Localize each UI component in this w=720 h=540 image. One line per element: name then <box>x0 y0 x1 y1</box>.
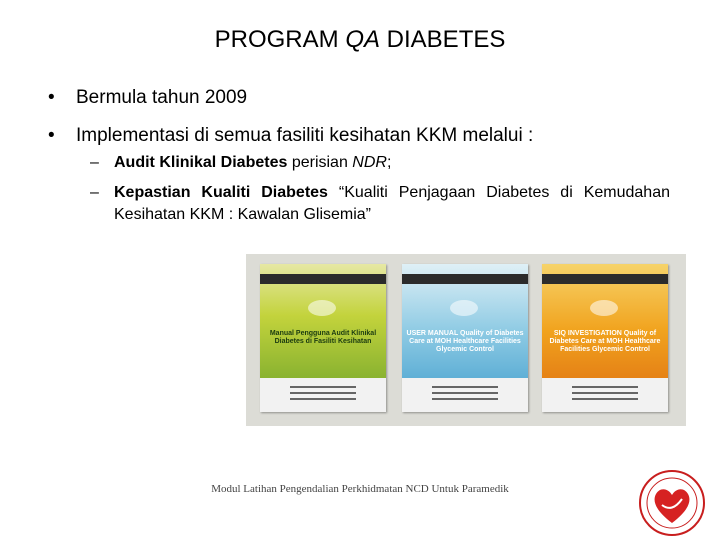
manual-cover-book: Manual Pengguna Audit Klinikal Diabetes di Fasiliti Kesihatan <box>260 264 386 412</box>
bullet-icon: • <box>48 87 55 108</box>
manual-covers-photo <box>246 254 686 426</box>
manual-cover-book: USER MANUAL Quality of Diabetes Care at MOH Healthcare Facilities Glycemic Control <box>402 264 528 412</box>
dash-icon: – <box>90 154 99 171</box>
footer-text: Modul Latihan Pengendalian Perkhidmatan NCD Untuk Paramedik <box>211 483 509 495</box>
crest-icon <box>590 300 618 316</box>
bullet-icon: • <box>48 125 55 146</box>
heart-logo-icon <box>632 465 712 537</box>
sub-item: – Kepastian Kualiti Diabetes “Kualiti Penjagaan Diabetes di Kemudahan Kesihatan KKM : Kawalan Glisemia” <box>90 184 670 223</box>
bullet-item: • Implementasi di semua fasiliti kesihatan KKM melalui : <box>48 125 534 146</box>
crest-icon <box>308 300 336 316</box>
sub-item: – Audit Klinikal Diabetes perisian NDR; <box>90 154 392 171</box>
manual-cover-book: SIQ INVESTIGATION Quality of Diabetes Care at MOH Healthcare Facilities Glycemic Control <box>542 264 668 412</box>
crest-icon <box>450 300 478 316</box>
dash-icon: – <box>90 184 99 201</box>
bullet-item: • Bermula tahun 2009 <box>48 87 248 108</box>
slide-title: PROGRAM QA DIABETES <box>214 26 506 53</box>
